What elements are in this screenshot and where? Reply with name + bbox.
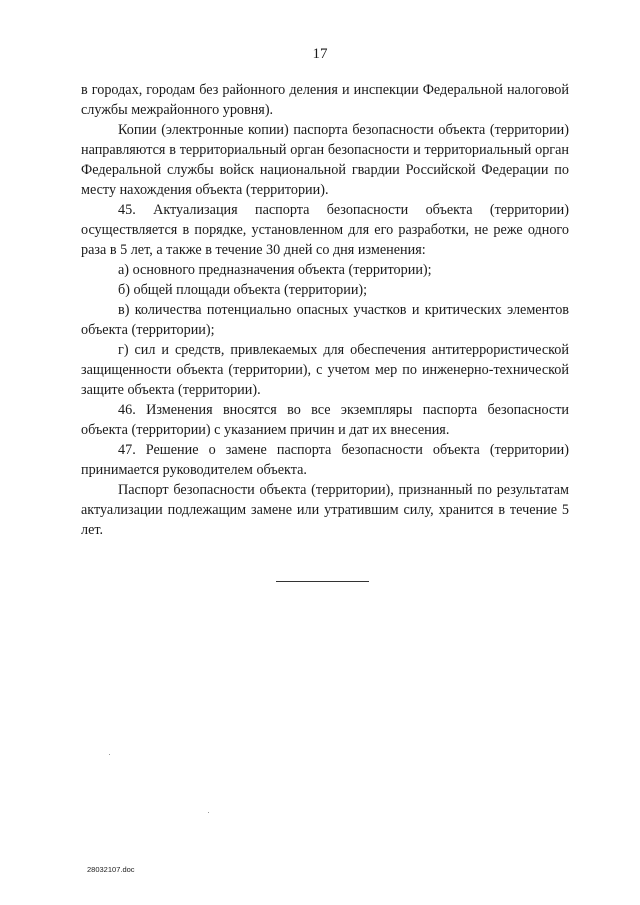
footer-file-code: 28032107.doc [87,865,135,874]
paragraph-item-45: 45. Актуализация паспорта безопасности объекта (территории) осуществляется в порядке, установленном для его разработки, не реже одного раза в 5 лет, а также в течение 30 дней со дня изменения: [81,202,569,258]
end-separator-line [276,581,369,582]
list-item-v: в) количества потенциально опасных участков и критических элементов объекта (территории); [81,302,569,338]
list-item-g: г) сил и средств, привлекаемых для обеспечения антитеррористической защищенности объекта (территории), с учетом мер по инженерно-технической защите объекта (территории). [81,342,569,398]
document-body [81,80,569,540]
paragraph: Копии (электронные копии) паспорта безопасности объекта (территории) направляются в территориальный орган безопасности и территориальный орган Федеральной службы войск национальной гвардии Российской Федерации по месту нахождения объекта (территории). [81,122,569,198]
list-item-b: б) общей площади объекта (территории); [118,282,368,298]
paragraph-item-47: 47. Решение о замене паспорта безопасности объекта (территории) принимается руководителем объекта. [81,442,569,478]
paragraph-item-46: 46. Изменения вносятся во все экземпляры паспорта безопасности объекта (территории) с указанием причин и дат их внесения. [81,402,569,438]
scan-speck [208,812,209,813]
page-number: 17 [312,46,328,62]
paragraph: в городах, городам без районного деления и инспекции Федеральной налоговой службы межрайонного уровня). [81,82,569,118]
list-item-a: а) основного предназначения объекта (территории); [118,262,432,278]
scan-speck [109,754,110,755]
paragraph: Паспорт безопасности объекта (территории), признанный по результатам актуализации подлежащим замене или утратившим силу, хранится в течение 5 лет. [81,482,569,538]
